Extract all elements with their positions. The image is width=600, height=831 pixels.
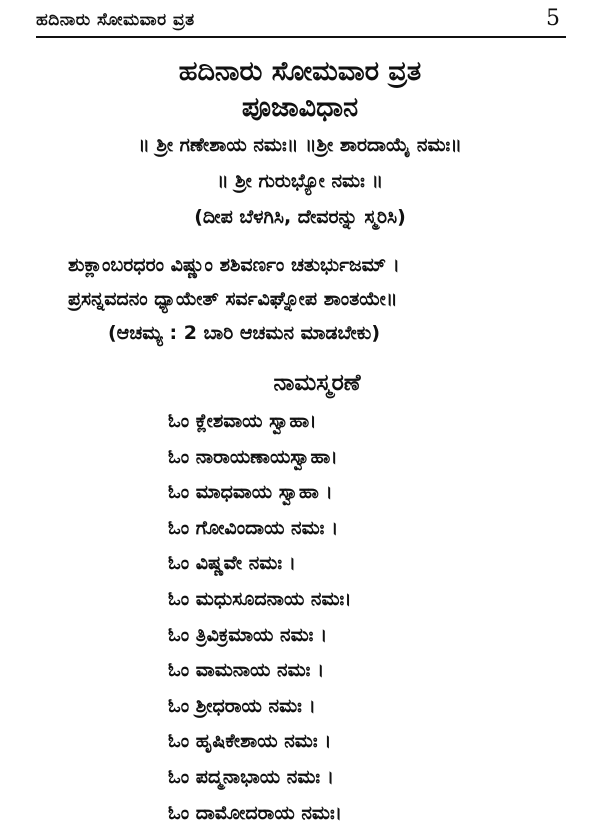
shloka-line-2: ಪ್ರಸನ್ನವದನಂ ಧ್ಯಾಯೇತ್ ಸರ್ವವಿಘ್ನೋಪ ಶಾಂತಯೇ॥ [68,288,398,310]
invocation-line-2: ॥ ಶ್ರೀ ಗುರುಭ್ಯೋ ನಮಃ ॥ [216,170,384,192]
list-item: ಓಂ ಮಧುಸೂದನಾಯ ನಮಃ। [168,587,352,610]
list-item: ಓಂ ನಾರಾಯಣಾಯಸ್ವಾಹಾ। [168,445,338,468]
page-subtitle: ಪೂಜಾವಿಧಾನ [241,92,359,123]
list-item: ಓಂ ಗೋವಿಂದಾಯ ನಮಃ । [168,516,339,539]
list-item: ಓಂ ದಾಮೋದರಾಯ ನಮಃ। [168,801,342,824]
section-heading: ನಾಮಸ್ಮರಣೆ [273,370,361,396]
list-item: ಓಂ ಶ್ರೀಧರಾಯ ನಮಃ । [168,694,316,717]
list-item: ಓಂ ಹೃಷಿಕೇಶಾಯ ನಮಃ । [168,730,332,753]
page-number: 5 [546,6,560,31]
shloka-line-1: ಶುಕ್ಲಾಂಬರಧರಂ ವಿಷ್ಣುಂ ಶಶಿವರ್ಣಂ ಚತುರ್ಭುಜಮ್ । [68,254,400,276]
list-item: ಓಂ ತ್ರಿವಿಕ್ರಮಾಯ ನಮಃ । [168,623,328,646]
achamana-note: (ಆಚಮ್ಯ : 2 ಬಾರಿ ಆಚಮನ ಮಾಡಬೇಕು) [108,322,381,344]
list-item: ಓಂ ವಿಷ್ಣವೇ ನಮಃ । [168,552,296,575]
running-header-title: ಹದಿನಾರು ಸೋಮವಾರ ವ್ರತ [36,10,195,30]
list-item: ಓಂ ಮಾಧವಾಯ ಸ್ವಾಹಾ । [168,481,333,504]
list-item: ಓಂ ವಾಮನಾಯ ನಮಃ । [168,659,325,682]
lamp-instruction: (ದೀಪ ಬೆಳಗಿಸಿ, ದೇವರನ್ನು ಸ್ಮರಿಸಿ) [194,206,406,228]
running-header [36,6,566,38]
names-list [168,404,352,831]
list-item: ಓಂ ಕ್ಲೇಶವಾಯ ಸ್ವಾಹಾ। [168,410,317,432]
list-item: ಓಂ ಪದ್ಮನಾಭಾಯ ನಮಃ । [168,765,334,788]
page-title: ಹದಿನಾರು ಸೋಮವಾರ ವ್ರತ [178,56,422,87]
invocation-line-1: ॥ ಶ್ರೀ ಗಣೇಶಾಯ ನಮಃ॥ ॥ಶ್ರೀ ಶಾರದಾಯೈ ನಮಃ॥ [138,134,462,156]
